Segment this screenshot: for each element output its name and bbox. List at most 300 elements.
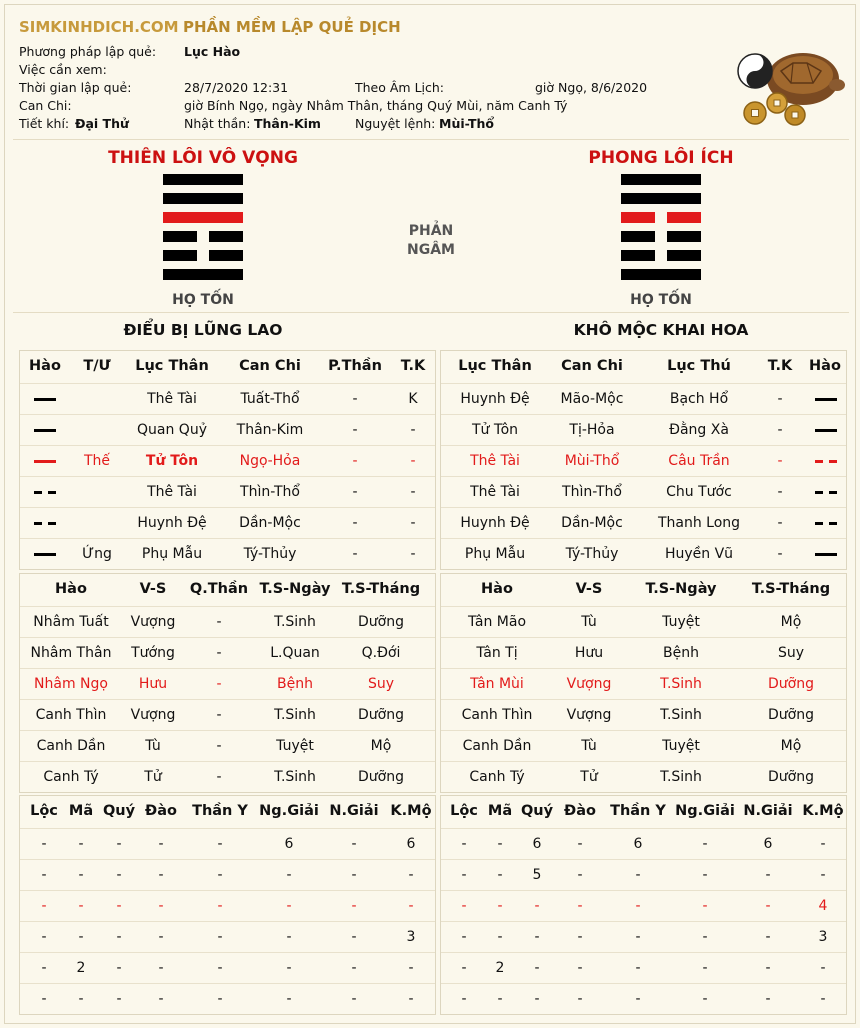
table-cell: 3 xyxy=(406,929,416,945)
table-row xyxy=(441,668,846,699)
table-cell: Lộc xyxy=(30,803,58,819)
table-cell: N.Giải xyxy=(743,803,793,819)
change-label-line2: NGÂM xyxy=(407,242,455,258)
table-cell: 3 xyxy=(818,929,828,945)
table-row xyxy=(441,383,846,414)
table-cell: - xyxy=(78,991,84,1007)
table-row xyxy=(20,383,435,414)
table-row xyxy=(20,476,435,507)
table-row xyxy=(20,414,435,445)
table-cell: Suy xyxy=(777,645,805,661)
table-cell: - xyxy=(217,836,223,852)
table-cell: Ngọ-Hỏa xyxy=(239,453,301,469)
nhatthan-value: Thân-Kim xyxy=(254,116,321,131)
table-cell: - xyxy=(116,991,122,1007)
table-cell: T.Sinh xyxy=(274,769,316,785)
table-cell: - xyxy=(534,991,540,1007)
table-cell: - xyxy=(820,991,826,1007)
main-hexagram-name: THIÊN LÔI VÔ VỌNG xyxy=(108,148,298,168)
canchi-value: giờ Bính Ngọ, ngày Nhâm Thân, tháng Quý Mùi, năm Canh Tý xyxy=(184,98,568,113)
table-cell: Thê Tài xyxy=(147,391,197,407)
table-cell: Chu Tước xyxy=(666,484,732,500)
table-cell: Vượng xyxy=(130,707,176,723)
table-cell: - xyxy=(820,867,826,883)
table-cell: Huynh Đệ xyxy=(460,391,530,407)
nhatthan-label: Nhật thần: xyxy=(184,116,251,131)
yin-line-icon xyxy=(829,522,837,525)
table-cell: V-S xyxy=(575,581,603,597)
table-cell: - xyxy=(78,929,84,945)
table-cell: Canh Thìn xyxy=(35,707,107,723)
table-cell: - xyxy=(534,960,540,976)
table-row xyxy=(20,637,435,668)
table-cell: - xyxy=(820,836,826,852)
table-cell: Hưu xyxy=(138,676,168,692)
table-cell: - xyxy=(497,867,503,883)
yang-line-icon xyxy=(34,398,56,401)
table-cell: Phụ Mẫu xyxy=(141,546,203,562)
hexagram-line xyxy=(163,174,243,185)
table-row xyxy=(20,952,435,983)
table-cell: - xyxy=(461,836,467,852)
table-cell: - xyxy=(216,645,222,661)
table-cell: - xyxy=(352,422,358,438)
table-cell: - xyxy=(352,391,358,407)
table-cell: Thế xyxy=(83,453,111,469)
page xyxy=(4,4,856,1024)
table-cell: T.K xyxy=(400,358,426,374)
table-cell: T.Sinh xyxy=(660,769,702,785)
table-cell: Đào xyxy=(145,803,177,819)
table-cell: - xyxy=(217,960,223,976)
table-cell: - xyxy=(116,836,122,852)
table-cell: - xyxy=(497,836,503,852)
table-cell: - xyxy=(217,867,223,883)
table-cell: 6 xyxy=(406,836,416,852)
table-cell: Câu Trần xyxy=(668,453,730,469)
table-cell: Mùi-Thổ xyxy=(564,453,620,469)
table-cell: Huyền Vũ xyxy=(664,546,734,562)
table-cell: K.Mộ xyxy=(390,803,432,819)
table-cell: Thần Y xyxy=(610,803,666,819)
table-cell: Phụ Mẫu xyxy=(464,546,526,562)
table-cell: Tý-Thủy xyxy=(243,546,297,562)
table-cell: 6 xyxy=(763,836,773,852)
method-value: Lục Hào xyxy=(184,44,241,59)
table-cell: - xyxy=(765,991,771,1007)
table-cell: - xyxy=(765,867,771,883)
table-cell: - xyxy=(702,898,708,914)
table-row xyxy=(441,538,846,569)
table-row xyxy=(20,730,435,761)
table-cell: - xyxy=(351,867,357,883)
table-cell: Huynh Đệ xyxy=(460,515,530,531)
table-cell: Dưỡng xyxy=(358,614,404,630)
yin-line-icon xyxy=(48,491,56,494)
yin-line-icon xyxy=(815,522,823,525)
table-cell: - xyxy=(635,960,641,976)
hexagram-line xyxy=(621,250,701,261)
table-cell: Lục Thú xyxy=(667,358,731,374)
table-cell: - xyxy=(158,991,164,1007)
table-cell: Hào xyxy=(55,581,87,597)
yang-line-icon xyxy=(815,398,837,401)
time-label: Thời gian lập quẻ: xyxy=(19,80,132,95)
table-cell: - xyxy=(777,391,783,407)
table-cell: - xyxy=(286,898,292,914)
table-cell: Nhâm Thân xyxy=(30,645,112,661)
table-cell: - xyxy=(497,991,503,1007)
table-row xyxy=(20,606,435,637)
yin-line-icon xyxy=(34,522,42,525)
table-cell: Dưỡng xyxy=(358,707,404,723)
table-cell: Mã xyxy=(68,803,94,819)
yin-line-icon xyxy=(829,491,837,494)
table-cell: - xyxy=(352,484,358,500)
table-cell: P.Thần xyxy=(328,358,382,374)
table-cell: T/Ư xyxy=(83,358,111,374)
main-hexagram-omen: ĐIỂU BỊ LŨNG LAO xyxy=(123,321,283,339)
table-cell: Q.Đới xyxy=(361,645,401,661)
table-cell: - xyxy=(352,515,358,531)
table-header xyxy=(441,796,846,828)
table-cell: Nhâm Ngọ xyxy=(34,676,108,692)
table-cell: Lộc xyxy=(450,803,478,819)
table-cell: - xyxy=(217,929,223,945)
table-cell: - xyxy=(352,453,358,469)
table-cell: Quý xyxy=(520,803,554,819)
table-row xyxy=(441,414,846,445)
table-cell: Hào xyxy=(29,358,61,374)
yin-line-icon xyxy=(815,491,823,494)
table-row xyxy=(20,445,435,476)
table-cell: Dưỡng xyxy=(358,769,404,785)
table-cell: - xyxy=(286,991,292,1007)
table-cell: - xyxy=(461,929,467,945)
table-cell: - xyxy=(408,898,414,914)
table-cell: 2 xyxy=(76,960,86,976)
table-cell: Thìn-Thổ xyxy=(562,484,622,500)
table-cell: Tù xyxy=(145,738,161,754)
table-cell: - xyxy=(702,867,708,883)
table-row xyxy=(441,637,846,668)
table-cell: Tuất-Thổ xyxy=(240,391,300,407)
table-cell: N.Giải xyxy=(329,803,379,819)
table-cell: Vượng xyxy=(130,614,176,630)
table-cell: T.S-Tháng xyxy=(751,581,831,597)
table-cell: - xyxy=(635,991,641,1007)
yang-line-icon xyxy=(34,460,56,463)
table-row xyxy=(20,699,435,730)
table-row xyxy=(20,859,435,890)
yang-line-icon xyxy=(815,553,837,556)
table-cell: - xyxy=(286,960,292,976)
table-cell: 4 xyxy=(818,898,828,914)
table-header xyxy=(20,796,435,828)
table-cell: - xyxy=(78,867,84,883)
table-row xyxy=(441,828,846,859)
table-cell: - xyxy=(216,676,222,692)
table-cell: - xyxy=(216,769,222,785)
table-cell: - xyxy=(461,898,467,914)
table-cell: - xyxy=(577,836,583,852)
hexagram-line xyxy=(621,174,701,185)
table-cell: - xyxy=(217,898,223,914)
table-cell: - xyxy=(410,484,416,500)
table-cell: Tù xyxy=(581,614,597,630)
table-cell: Tù xyxy=(581,738,597,754)
table-cell: - xyxy=(577,929,583,945)
table-cell: Bạch Hổ xyxy=(669,391,729,407)
table-cell: Quý xyxy=(102,803,136,819)
strength-table-changed xyxy=(440,573,847,793)
table-cell: Can Chi xyxy=(561,358,623,374)
table-cell: T.Sinh xyxy=(274,614,316,630)
table-cell: T.S-Ngày xyxy=(645,581,717,597)
yin-yang-turtle-coins-icon xyxy=(733,39,851,133)
nguyetlenh-label: Nguyệt lệnh: xyxy=(355,116,436,131)
table-row xyxy=(441,761,846,792)
yin-line-icon xyxy=(48,522,56,525)
yang-line-icon xyxy=(34,553,56,556)
table-cell: Dưỡng xyxy=(768,707,814,723)
yang-line-icon xyxy=(34,429,56,432)
table-cell: - xyxy=(777,453,783,469)
table-cell: - xyxy=(577,867,583,883)
hexagram-line xyxy=(163,250,243,261)
table-cell: Dưỡng xyxy=(768,769,814,785)
table-row xyxy=(20,890,435,921)
table-cell: T.S-Tháng xyxy=(341,581,421,597)
table-cell: - xyxy=(577,991,583,1007)
table-cell: Tử xyxy=(144,769,162,785)
table-cell: - xyxy=(216,738,222,754)
table-row xyxy=(20,761,435,792)
yin-line-icon xyxy=(34,491,42,494)
table-row xyxy=(441,952,846,983)
table-header xyxy=(441,574,846,606)
table-cell: Lục Thân xyxy=(135,358,209,374)
table-cell: - xyxy=(702,960,708,976)
changed-hexagram xyxy=(621,174,701,284)
main-hexagram xyxy=(163,174,243,284)
table-cell: K xyxy=(408,391,418,407)
changed-hexagram-family: HỌ TỐN xyxy=(630,292,692,308)
stars-table-changed xyxy=(440,795,847,1015)
table-cell: Ng.Giải xyxy=(675,803,735,819)
table-cell: - xyxy=(286,929,292,945)
table-row xyxy=(441,859,846,890)
table-cell: Mộ xyxy=(780,738,802,754)
canchi-label: Can Chi: xyxy=(19,98,72,113)
table-cell: - xyxy=(635,898,641,914)
table-cell: - xyxy=(41,929,47,945)
table-cell: 6 xyxy=(633,836,643,852)
table-cell: T.Sinh xyxy=(660,707,702,723)
table-cell: - xyxy=(461,991,467,1007)
changed-hexagram-name: PHONG LÔI ÍCH xyxy=(588,148,734,168)
table-cell: Tân Tị xyxy=(476,645,518,661)
table-row xyxy=(441,921,846,952)
table-cell: T.Sinh xyxy=(274,707,316,723)
table-row xyxy=(441,445,846,476)
table-cell: - xyxy=(410,546,416,562)
table-cell: - xyxy=(777,422,783,438)
table-cell: - xyxy=(41,836,47,852)
table-cell: Tuyệt xyxy=(276,738,314,754)
change-label xyxy=(375,222,487,260)
table-cell: Vượng xyxy=(566,707,612,723)
table-cell: - xyxy=(158,898,164,914)
table-header xyxy=(20,574,435,606)
table-cell: - xyxy=(702,929,708,945)
table-cell: Huynh Đệ xyxy=(137,515,207,531)
table-cell: Mão-Mộc xyxy=(560,391,624,407)
table-cell: Can Chi xyxy=(239,358,301,374)
time-value: 28/7/2020 12:31 xyxy=(184,80,289,95)
table-cell: - xyxy=(577,898,583,914)
table-cell: Đằng Xà xyxy=(669,422,729,438)
table-cell: T.S-Ngày xyxy=(259,581,331,597)
table-cell: - xyxy=(158,836,164,852)
table-cell: Thê Tài xyxy=(470,484,520,500)
table-cell: - xyxy=(777,484,783,500)
table-cell: - xyxy=(702,836,708,852)
lunar-label: Theo Âm Lịch: xyxy=(355,80,445,95)
table-row xyxy=(441,476,846,507)
tietkhi-value: Đại Thử xyxy=(75,116,129,131)
table-row xyxy=(20,668,435,699)
hexagram-line xyxy=(163,231,243,242)
table-cell: - xyxy=(351,960,357,976)
lines-table-changed xyxy=(440,350,847,570)
table-cell: T.Sinh xyxy=(660,676,702,692)
table-cell: - xyxy=(534,898,540,914)
table-cell: T.K xyxy=(767,358,793,374)
table-cell: Q.Thần xyxy=(189,581,249,597)
tietkhi-label: Tiết khí: xyxy=(19,116,70,131)
table-cell: Thần Y xyxy=(192,803,248,819)
table-cell: K.Mộ xyxy=(802,803,844,819)
table-cell: Suy xyxy=(367,676,395,692)
site-name[interactable]: SIMKINHDICH.COM xyxy=(19,18,179,36)
table-cell: Dần-Mộc xyxy=(561,515,623,531)
table-cell: Dưỡng xyxy=(768,676,814,692)
table-cell: - xyxy=(461,960,467,976)
table-cell: - xyxy=(777,515,783,531)
table-cell: Canh Tý xyxy=(43,769,99,785)
table-cell: Tuyệt xyxy=(662,614,700,630)
table-cell: - xyxy=(497,898,503,914)
table-cell: - xyxy=(497,929,503,945)
table-cell: - xyxy=(286,867,292,883)
table-row xyxy=(20,828,435,859)
table-cell: - xyxy=(158,960,164,976)
table-cell: Nhâm Tuất xyxy=(33,614,109,630)
table-cell: Ng.Giải xyxy=(259,803,319,819)
app-title: PHẦN MỀM LẬP QUẺ DỊCH xyxy=(183,18,401,36)
table-cell: Thanh Long xyxy=(657,515,741,531)
yin-line-icon xyxy=(815,460,823,463)
table-cell: - xyxy=(702,991,708,1007)
table-cell: - xyxy=(461,867,467,883)
table-row xyxy=(20,538,435,569)
table-cell: - xyxy=(351,991,357,1007)
yang-line-icon xyxy=(815,429,837,432)
table-row xyxy=(441,730,846,761)
table-cell: - xyxy=(765,929,771,945)
table-cell: - xyxy=(777,546,783,562)
hexagram-line xyxy=(163,212,243,223)
table-cell: - xyxy=(410,515,416,531)
table-cell: Thìn-Thổ xyxy=(240,484,300,500)
table-row xyxy=(441,983,846,1014)
stars-table-main xyxy=(19,795,436,1015)
table-cell: Tướng xyxy=(131,645,175,661)
table-cell: Mã xyxy=(487,803,513,819)
table-cell: - xyxy=(410,422,416,438)
table-row xyxy=(441,699,846,730)
table-header xyxy=(441,351,846,383)
table-cell: - xyxy=(577,960,583,976)
table-cell: Thê Tài xyxy=(470,453,520,469)
table-cell: - xyxy=(217,991,223,1007)
table-cell: - xyxy=(352,546,358,562)
table-cell: Dần-Mộc xyxy=(239,515,301,531)
table-row xyxy=(20,983,435,1014)
table-cell: Thê Tài xyxy=(147,484,197,500)
hexagram-line xyxy=(163,193,243,204)
table-row xyxy=(441,890,846,921)
table-cell: Hào xyxy=(809,358,841,374)
main-hexagram-family: HỌ TỐN xyxy=(172,292,234,308)
table-cell: - xyxy=(765,960,771,976)
table-cell: Tử Tôn xyxy=(471,422,519,438)
table-cell: Canh Dần xyxy=(462,738,532,754)
table-cell: 2 xyxy=(495,960,505,976)
table-cell: - xyxy=(408,991,414,1007)
table-row xyxy=(441,606,846,637)
table-cell: Tị-Hỏa xyxy=(569,422,615,438)
strength-table-main xyxy=(19,573,436,793)
table-cell: Bệnh xyxy=(277,676,313,692)
hexagram-line xyxy=(621,193,701,204)
table-cell: - xyxy=(820,960,826,976)
table-cell: Đào xyxy=(564,803,596,819)
table-cell: - xyxy=(635,867,641,883)
lines-table-main xyxy=(19,350,436,570)
table-cell: - xyxy=(351,898,357,914)
table-cell: Lục Thân xyxy=(458,358,532,374)
nguyetlenh-value: Mùi-Thổ xyxy=(439,116,494,131)
table-cell: - xyxy=(351,929,357,945)
table-cell: Ứng xyxy=(82,546,112,562)
table-cell: Hào xyxy=(481,581,513,597)
table-cell: Tân Mão xyxy=(467,614,527,630)
table-cell: - xyxy=(41,960,47,976)
table-cell: Hưu xyxy=(574,645,604,661)
table-cell: - xyxy=(116,960,122,976)
hexagram-line xyxy=(621,212,701,223)
change-label-line1: PHẢN xyxy=(408,223,454,239)
table-row xyxy=(20,921,435,952)
lunar-value: giờ Ngọ, 8/6/2020 xyxy=(535,80,648,95)
hexagram-line xyxy=(621,231,701,242)
method-label: Phương pháp lập quẻ: xyxy=(19,44,157,59)
table-header xyxy=(20,351,435,383)
table-cell: Tử xyxy=(580,769,598,785)
table-cell: Bệnh xyxy=(663,645,699,661)
